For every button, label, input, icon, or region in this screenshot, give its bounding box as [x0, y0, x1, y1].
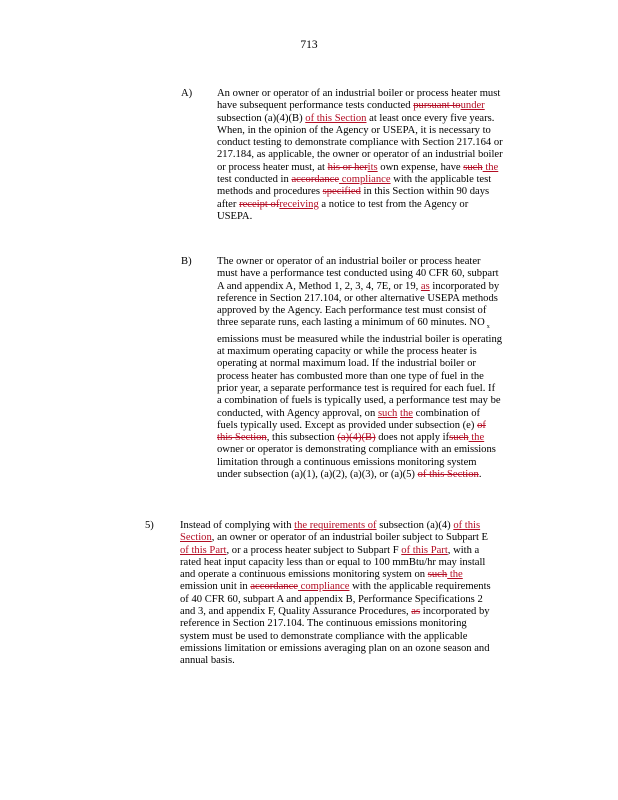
subsection-label: 5): [145, 520, 154, 531]
text-run: The owner or operator of an industrial boiler or process heater: [217, 256, 481, 267]
deleted-text: of this Section: [417, 469, 479, 481]
text-line: [217, 211, 503, 223]
text-line: [180, 594, 491, 606]
deleted-text: of: [477, 419, 486, 431]
text-line: [180, 618, 491, 630]
deleted-text: accordance: [291, 174, 340, 186]
text-run: .: [478, 469, 482, 481]
text-line: [217, 293, 502, 305]
text-run: and 3, and appendix F, Quality Assurance Procedures,: [180, 606, 412, 618]
inserted-text: compliance: [339, 174, 391, 186]
text-run: An owner or operator of an industrial boiler or process heater must: [217, 88, 501, 99]
text-run: combination of: [412, 407, 481, 419]
text-run: reference in Section 217.104. The continuous emissions monitoring: [180, 618, 467, 630]
text-run: Instead of complying with: [180, 520, 295, 531]
text-line: [217, 125, 503, 137]
text-run: system must be used to demonstrate compliance with the applicable: [180, 630, 468, 642]
text-run: methods and procedures: [217, 186, 323, 198]
inserted-text: of this Part: [180, 544, 227, 556]
text-run: must have a performance test conducted using 40 CFR 60, subpart: [217, 268, 499, 280]
text-line: [217, 395, 502, 407]
page-number: 713: [300, 39, 318, 51]
paragraph-text: [217, 256, 502, 481]
text-run: conducted, with Agency approval, on: [217, 407, 378, 419]
text-run: , with a: [447, 544, 480, 556]
subsection-b-paragraph: [181, 256, 551, 506]
text-run: at least once every five years.: [366, 112, 495, 124]
text-run: conduct testing to demonstrate compliance with Section 217.164 or: [217, 137, 503, 149]
text-line: [217, 256, 502, 268]
inserted-text: of this: [453, 520, 481, 531]
text-line: [217, 199, 503, 211]
text-run: under subsection (a)(1), (a)(2), (a)(3), or (a)(5): [217, 469, 418, 481]
paragraph-text: [180, 520, 491, 668]
subsection-a-paragraph: [181, 88, 551, 248]
text-run: have subsequent performance tests conducted: [217, 100, 414, 112]
text-line: [217, 186, 503, 198]
text-line: [217, 346, 502, 358]
deleted-text: this Section: [217, 432, 267, 444]
text-run: test conducted in: [217, 174, 292, 186]
inserted-text: under: [460, 100, 485, 112]
text-run: subsection (a)(4)(B): [217, 112, 306, 124]
text-line: [180, 532, 491, 544]
text-run: after: [217, 198, 240, 210]
text-line: [180, 631, 491, 643]
inserted-text: such: [377, 407, 398, 419]
text-line: [180, 655, 491, 667]
inserted-text: as: [420, 280, 430, 292]
text-line: [217, 358, 502, 370]
text-run: 217.184, as applicable, the owner or operator of an industrial boiler: [217, 149, 503, 161]
inserted-text: of this Section: [305, 112, 367, 124]
text-line: [217, 420, 502, 432]
inserted-text: Section: [180, 532, 212, 544]
text-run: prior year, a separate performance test is required for each fuel. If: [217, 382, 496, 394]
text-run: process heater has combusted more than one type of fuel in the: [217, 370, 484, 382]
inserted-text: its: [367, 161, 378, 173]
inserted-text: receiving: [279, 198, 319, 210]
text-run: does not apply if: [375, 432, 450, 444]
text-run: annual basis.: [180, 655, 235, 667]
text-line: [217, 100, 503, 112]
deleted-text: his or her: [327, 161, 368, 173]
paragraph-text: [217, 88, 503, 223]
inserted-text: the: [482, 161, 499, 173]
text-run: emissions must be measured while the industrial boiler is operating: [217, 333, 503, 345]
text-run: When, in the opinion of the Agency or USEPA, it is necessary to: [217, 124, 491, 136]
text-run: a combination of fuels is typically used, a performance test may be: [217, 395, 501, 407]
text-line: [217, 137, 503, 149]
text-line: [217, 305, 502, 317]
text-line: [217, 174, 503, 186]
text-line: [217, 88, 503, 100]
text-run: own expense, have: [377, 161, 464, 173]
deleted-text: accordance: [250, 581, 298, 593]
text-line: [217, 371, 502, 383]
text-run: , or a process heater subject to Subpart F: [226, 544, 402, 556]
deleted-text: as: [411, 606, 421, 618]
deleted-text: pursuant to: [413, 100, 461, 112]
text-run: rated heat input capacity less than or equal to 100 mmBtu/hr may install: [180, 556, 486, 568]
text-run: three separate runs, each lasting a minimum of 60 minutes. NO: [217, 317, 485, 329]
text-run: incorporated by: [429, 280, 500, 292]
text-run: USEPA.: [217, 210, 253, 222]
text-run: A and appendix A, Method 1, 2, 3, 4, 7E, or 19,: [217, 280, 421, 292]
text-line: [217, 317, 502, 333]
text-run: with the applicable test: [390, 174, 492, 186]
text-run: a notice to test from the Agency or: [318, 198, 469, 210]
text-run: emission unit in: [180, 581, 251, 593]
inserted-text: the: [468, 432, 485, 444]
deleted-text: receipt of: [239, 198, 280, 210]
text-run: , this subsection: [266, 432, 338, 444]
inserted-text: the requirements of: [294, 520, 377, 531]
text-run: or process heater must, at: [217, 161, 328, 173]
inserted-text: the: [447, 569, 463, 581]
text-line: [217, 334, 502, 346]
text-line: [217, 113, 503, 125]
subsection-label: B): [181, 256, 192, 267]
text-run: operating at normal maximum load. If the industrial boiler or: [217, 358, 476, 370]
text-run: limitation through a continuous emissions monitoring system: [217, 456, 477, 468]
text-line: [217, 149, 503, 161]
text-run: emissions limitation or emissions averaging plan on an ozone season and: [180, 642, 490, 654]
text-run: , an owner or operator of an industrial boiler subject to Subpart E: [211, 532, 489, 544]
subsection-5-paragraph: [145, 520, 555, 690]
text-line: [217, 432, 502, 444]
text-line: [217, 162, 503, 174]
subsection-label: A): [181, 88, 193, 99]
deleted-text: (a)(4)(B): [337, 432, 376, 444]
text-line: [180, 569, 491, 581]
text-run: owner or operator is demonstrating compliance with an emissions: [217, 444, 496, 456]
text-line: [217, 268, 502, 280]
deleted-text: specified: [322, 186, 361, 198]
inserted-text: of this Part: [401, 544, 448, 556]
text-run: with the applicable requirements: [349, 581, 491, 593]
text-run: incorporated by: [420, 606, 490, 618]
deleted-text: such: [463, 161, 483, 173]
text-line: [180, 557, 491, 569]
text-run: of 40 CFR 60, subpart A and appendix B, Performance Specifications 2: [180, 593, 483, 605]
text-run: approved by the Agency. Each performance test must consist of: [217, 305, 487, 317]
text-line: [217, 444, 502, 456]
text-run: at maximum operating capacity or while the process heater is: [217, 346, 477, 358]
text-line: [217, 383, 502, 395]
text-line: [180, 545, 491, 557]
text-line: [180, 581, 491, 593]
text-line: [217, 457, 502, 469]
text-run: and operate a continuous emissions monitoring system on: [180, 569, 428, 581]
text-line: [180, 520, 491, 532]
text-line: [217, 469, 502, 481]
text-run: in this Section within 90 days: [360, 186, 490, 198]
text-line: [217, 281, 502, 293]
text-line: [180, 606, 491, 618]
text-run: fuels typically used. Except as provided under subsection (e): [217, 419, 478, 431]
text-line: [180, 643, 491, 655]
inserted-text: compliance: [297, 581, 350, 593]
deleted-text: such: [449, 432, 469, 444]
deleted-text: such: [427, 569, 448, 581]
text-run: subsection (a)(4): [376, 520, 454, 531]
text-run: reference in Section 217.104, or other alternative USEPA methods: [217, 292, 498, 304]
subscript-text: x: [486, 324, 490, 331]
text-line: [217, 408, 502, 420]
inserted-text: the: [400, 407, 413, 419]
